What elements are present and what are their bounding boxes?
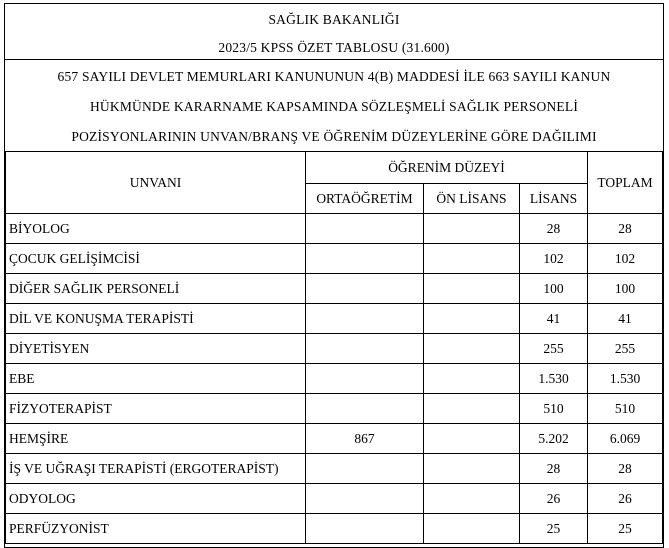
- unvan-cell: HEMŞİRE: [6, 424, 306, 454]
- onlisans-cell: [424, 424, 520, 454]
- unvan-cell: ÇOCUK GELİŞİMCİSİ: [6, 244, 306, 274]
- document-subtitle: [5, 60, 663, 152]
- lisans-cell: 510: [520, 394, 588, 424]
- onlisans-cell: [424, 244, 520, 274]
- ortaogretim-cell: [306, 454, 424, 484]
- column-header-onlisans: ÖN LİSANS: [424, 184, 520, 214]
- table-row: [6, 394, 663, 424]
- ortaogretim-cell: [306, 304, 424, 334]
- toplam-cell: 100: [588, 274, 663, 304]
- table-row: [6, 424, 663, 454]
- table-row: [6, 514, 663, 544]
- document-header: [5, 4, 663, 60]
- ortaogretim-cell: [306, 214, 424, 244]
- lisans-cell: 28: [520, 454, 588, 484]
- lisans-cell: 28: [520, 214, 588, 244]
- lisans-cell: 100: [520, 274, 588, 304]
- onlisans-cell: [424, 454, 520, 484]
- toplam-cell: 1.530: [588, 364, 663, 394]
- toplam-cell: 255: [588, 334, 663, 364]
- column-header-lisans: LİSANS: [520, 184, 588, 214]
- toplam-cell: 510: [588, 394, 663, 424]
- toplam-cell: 41: [588, 304, 663, 334]
- subtitle-line-3: POZİSYONLARININ UNVAN/BRANŞ VE ÖĞRENİM DÜZEYLERİNE GÖRE DAĞILIMI: [71, 129, 597, 144]
- lisans-cell: 5.202: [520, 424, 588, 454]
- lisans-cell: 255: [520, 334, 588, 364]
- toplam-cell: 25: [588, 514, 663, 544]
- table-title: 2023/5 KPSS ÖZET TABLOSU (31.600): [218, 40, 450, 55]
- ortaogretim-cell: [306, 364, 424, 394]
- distribution-table: [5, 151, 663, 544]
- column-header-ortaogretim: ORTAÖĞRETİM: [306, 184, 424, 214]
- toplam-cell: 6.069: [588, 424, 663, 454]
- unvan-cell: PERFÜZYONİST: [6, 514, 306, 544]
- column-header-toplam: TOPLAM: [588, 152, 663, 214]
- unvan-cell: BİYOLOG: [6, 214, 306, 244]
- unvan-cell: FİZYOTERAPİST: [6, 394, 306, 424]
- table-row: [6, 274, 663, 304]
- unvan-cell: DİĞER SAĞLIK PERSONELİ: [6, 274, 306, 304]
- onlisans-cell: [424, 274, 520, 304]
- onlisans-cell: [424, 364, 520, 394]
- onlisans-cell: [424, 304, 520, 334]
- unvan-cell: ODYOLOG: [6, 484, 306, 514]
- lisans-cell: 26: [520, 484, 588, 514]
- toplam-cell: 102: [588, 244, 663, 274]
- table-body: [6, 214, 663, 544]
- onlisans-cell: [424, 214, 520, 244]
- table-row: [6, 484, 663, 514]
- onlisans-cell: [424, 484, 520, 514]
- ortaogretim-cell: [306, 484, 424, 514]
- ortaogretim-cell: [306, 514, 424, 544]
- onlisans-cell: [424, 334, 520, 364]
- ortaogretim-cell: [306, 274, 424, 304]
- onlisans-cell: [424, 394, 520, 424]
- onlisans-cell: [424, 514, 520, 544]
- table-row: [6, 454, 663, 484]
- table-row: [6, 364, 663, 394]
- table-row: [6, 334, 663, 364]
- ortaogretim-cell: 867: [306, 424, 424, 454]
- ortaogretim-cell: [306, 244, 424, 274]
- table-row: [6, 214, 663, 244]
- toplam-cell: 28: [588, 214, 663, 244]
- subtitle-line-2: HÜKMÜNDE KARARNAME KAPSAMINDA SÖZLEŞMELİ SAĞLIK PERSONELİ: [89, 99, 579, 114]
- toplam-cell: 26: [588, 484, 663, 514]
- lisans-cell: 1.530: [520, 364, 588, 394]
- subtitle-line-1: 657 SAYILI DEVLET MEMURLARI KANUNUNUN 4(B) MADDESİ İLE 663 SAYILI KANUN: [57, 69, 611, 84]
- table-row: [6, 244, 663, 274]
- ortaogretim-cell: [306, 394, 424, 424]
- summary-document: [4, 3, 664, 548]
- unvan-cell: DİL VE KONUŞMA TERAPİSTİ: [6, 304, 306, 334]
- unvan-cell: İŞ VE UĞRAŞI TERAPİSTİ (ERGOTERAPİST): [6, 454, 306, 484]
- ortaogretim-cell: [306, 334, 424, 364]
- ministry-title: SAĞLIK BAKANLIĞI: [268, 12, 400, 27]
- unvan-cell: EBE: [6, 364, 306, 394]
- lisans-cell: 41: [520, 304, 588, 334]
- lisans-cell: 25: [520, 514, 588, 544]
- column-header-unvan: UNVANI: [6, 152, 306, 214]
- table-row: [6, 304, 663, 334]
- column-group-ogrenim: ÖĞRENİM DÜZEYİ: [306, 152, 588, 184]
- lisans-cell: 102: [520, 244, 588, 274]
- unvan-cell: DİYETİSYEN: [6, 334, 306, 364]
- toplam-cell: 28: [588, 454, 663, 484]
